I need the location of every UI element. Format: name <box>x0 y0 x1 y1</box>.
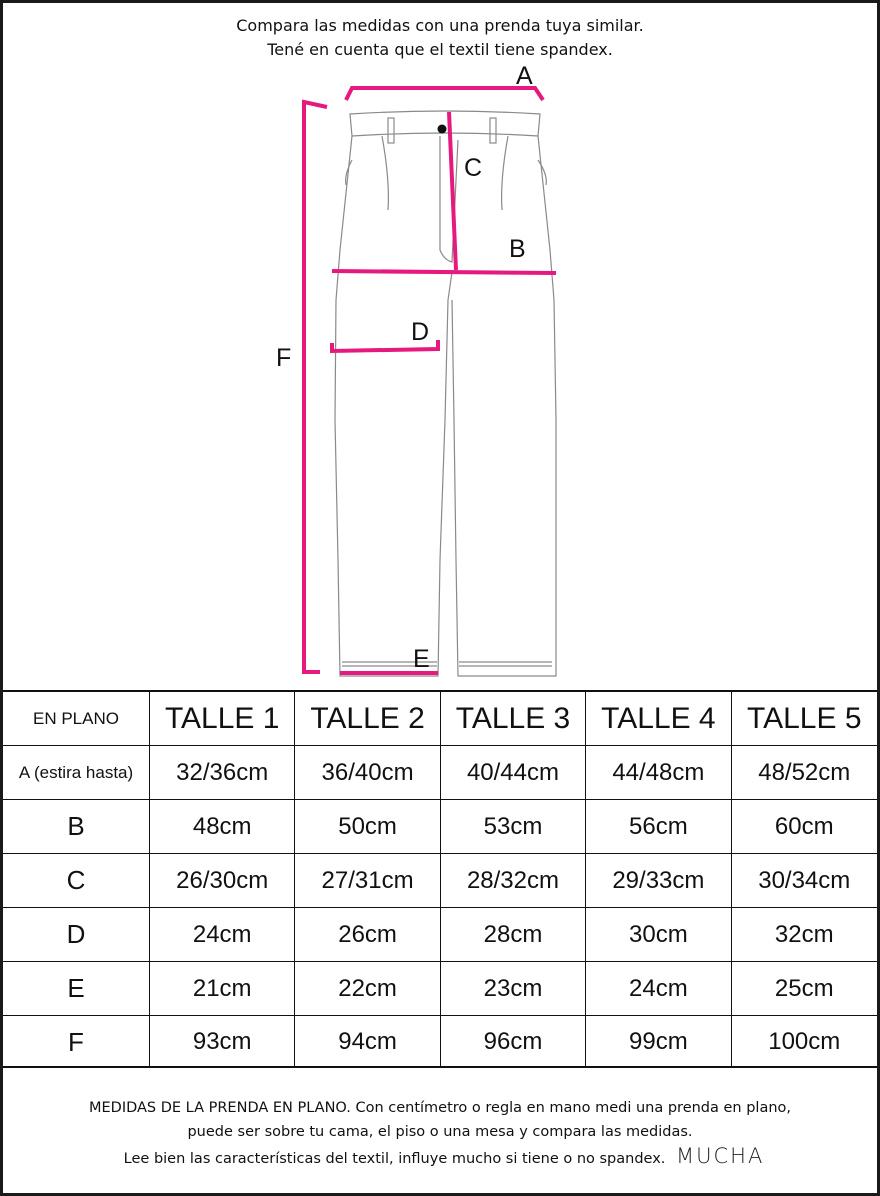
footer-line-3-wrap <box>0 1144 880 1171</box>
table-cell: 24cm <box>150 908 295 962</box>
footer-line-3: Lee bien las características del textil, influye mucho si tiene o no spandex. <box>123 1151 666 1167</box>
table-cell: 25cm <box>732 962 877 1016</box>
table-row <box>3 800 877 854</box>
table-cell: 50cm <box>295 800 440 854</box>
row-label: E <box>3 962 150 1016</box>
row-label: A (estira hasta) <box>3 746 150 800</box>
table-cell: 32/36cm <box>150 746 295 800</box>
intro-line-1: Compara las medidas con una prenda tuya similar. <box>236 16 644 35</box>
table-cell: 44/48cm <box>586 746 731 800</box>
header-talle-4: TALLE 4 <box>586 692 731 746</box>
size-table <box>3 690 877 1068</box>
row-label: F <box>3 1016 150 1068</box>
intro-line-2: Tené en cuenta que el textil tiene spandex. <box>267 40 613 59</box>
table-cell: 28cm <box>441 908 586 962</box>
table-cell: 53cm <box>441 800 586 854</box>
header-talle-3: TALLE 3 <box>441 692 586 746</box>
table-row <box>3 908 877 962</box>
table-cell: 100cm <box>768 1028 841 1055</box>
table-cell: 40/44cm <box>441 746 586 800</box>
brand-logo: MUCHA <box>676 1144 765 1168</box>
table-header-row <box>3 692 877 746</box>
footer-notes <box>0 1096 880 1171</box>
header-talle-2: TALLE 2 <box>295 692 440 746</box>
measure-b <box>332 271 556 273</box>
label-e: E <box>413 645 430 673</box>
measure-a <box>346 88 543 100</box>
label-c: C <box>464 154 483 182</box>
footer-line-2: puede ser sobre tu cama, el piso o una mesa y compara las medidas. <box>187 1124 693 1140</box>
table-cell: 99cm <box>586 1016 731 1068</box>
label-d: D <box>411 318 430 346</box>
table-cell: 48cm <box>150 800 295 854</box>
table-cell: 30cm <box>586 908 731 962</box>
table-row <box>3 854 877 908</box>
table-row <box>3 1016 877 1068</box>
table-cell: 36/40cm <box>295 746 440 800</box>
table-cell: 96cm <box>441 1016 586 1068</box>
table-cell: 94cm <box>295 1016 440 1068</box>
table-cell: 32cm <box>732 908 877 962</box>
header-talle-1: TALLE 1 <box>150 692 295 746</box>
pants-icon <box>335 111 556 676</box>
row-label: B <box>3 800 150 854</box>
table-cell: 48/52cm <box>732 746 877 800</box>
header-talle-5: TALLE 5 <box>732 692 877 746</box>
table-cell: 93cm <box>150 1016 295 1068</box>
table-cell: 27/31cm <box>295 854 440 908</box>
table-cell: 28/32cm <box>441 854 586 908</box>
pants-diagram <box>0 60 880 690</box>
table-row <box>3 962 877 1016</box>
table-cell: 26/30cm <box>150 854 295 908</box>
label-b: B <box>509 235 526 263</box>
table-cell: 23cm <box>441 962 586 1016</box>
table-cell: 26cm <box>295 908 440 962</box>
table-cell: 22cm <box>295 962 440 1016</box>
table-cell: 29/33cm <box>586 854 731 908</box>
table-cell: 21cm <box>150 962 295 1016</box>
row-label: D <box>3 908 150 962</box>
row-label: C <box>3 854 150 908</box>
intro-text <box>0 14 880 62</box>
label-a: A <box>516 62 533 90</box>
label-f: F <box>276 344 292 372</box>
header-en-plano: EN PLANO <box>3 692 150 746</box>
table-row <box>3 746 877 800</box>
table-cell: 56cm <box>586 800 731 854</box>
table-cell: 24cm <box>586 962 731 1016</box>
footer-line-1: MEDIDAS DE LA PRENDA EN PLANO. Con centímetro o regla en mano medi una prenda en plano, <box>88 1100 792 1116</box>
table-cell: 30/34cm <box>732 854 877 908</box>
button-icon <box>438 125 447 134</box>
table-cell: 60cm <box>732 800 877 854</box>
measurement-lines <box>304 88 556 673</box>
measure-f <box>304 102 327 672</box>
